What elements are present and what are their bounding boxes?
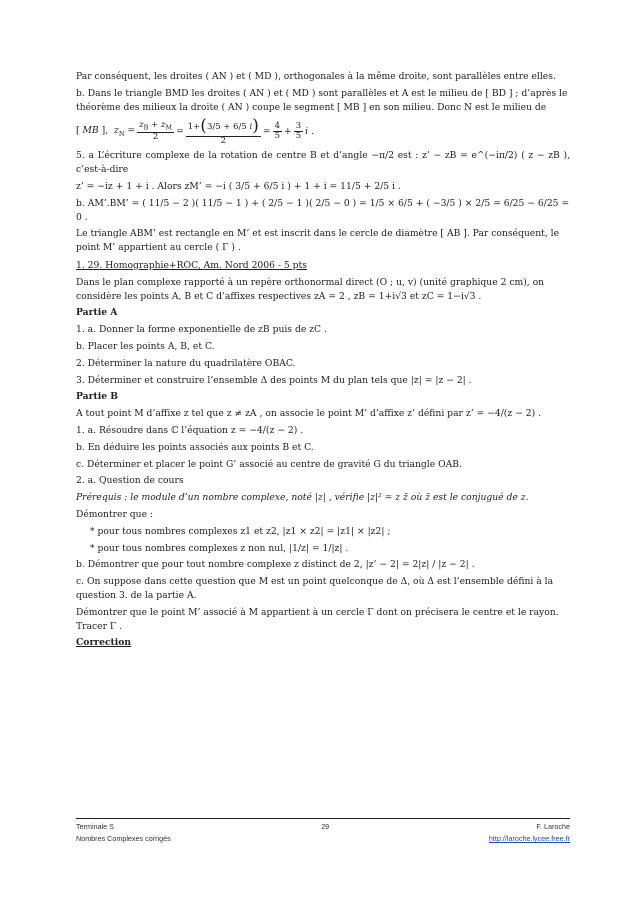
paragraph-scalar xyxy=(76,197,570,225)
footer-chapter: Nombres Complexes corrigés xyxy=(76,834,171,843)
bullet-inverse: * pour tous nombres complexes z non nul, |1/z| = 1/|z| . xyxy=(90,542,349,554)
text-line: théorème des milieux la droite ( AN ) coupe le segment [ MB ] en son milieu. Donc N est le milieu de xyxy=(76,101,547,113)
footer-class: Terminale S xyxy=(76,822,114,831)
question-b-intro: A tout point M d’affixe z tel que z ≠ zA , on associe le point M’ d’affixe z’ défini par z’ = −4/(z − 2) . xyxy=(76,408,542,420)
page-content xyxy=(76,70,570,653)
correction-heading: Correction xyxy=(76,637,132,649)
question-b4: 2. a. Question de cours xyxy=(76,475,184,487)
question-b7 xyxy=(76,606,570,634)
question-b6 xyxy=(76,575,570,603)
question-b2: b. En déduire les points associés aux points B et C. xyxy=(76,441,314,453)
question-a1: 1. a. Donner la forme exponentielle de zB puis de zC . xyxy=(76,324,327,336)
question-a2: b. Placer les points A, B, et C. xyxy=(76,340,215,352)
paragraph-rotation xyxy=(76,149,570,177)
footer-website-link[interactable]: http://laroche.lycee.free.fr xyxy=(488,834,570,843)
text-line: c. On suppose dans cette question que M est un point quelconque de Δ, où Δ est l’ensemble défini à la xyxy=(76,576,554,588)
question-b3: c. Déterminer et placer le point G’ associé au centre de gravité G du triangle OAB. xyxy=(76,458,462,470)
fraction: $\frac{3}{5}$ xyxy=(295,121,302,142)
question-a4: 3. Déterminer et construire l’ensemble Δ des points M du plan tels que |z| = |z − 2| . xyxy=(76,374,472,386)
text-line: point M’ appartient au cercle ( Γ ) . xyxy=(76,242,241,254)
text-line: [ MB ], $z_N$ = xyxy=(76,125,136,138)
page-number: 29 xyxy=(321,822,330,831)
formula-zn: [ MB ], $z_N$ = $\frac{z_B + z_M}{2}$ = $\frac{1+(3/5 + 6/5 i)}{2}$ = $\frac{4}{5}$ + $\frac{3}{5}$ i . xyxy=(76,116,314,147)
part-b-heading: Partie B xyxy=(76,391,118,403)
exercise-title: 1. 29. Homographie+ROC, Am. Nord 2006 - 5 pts xyxy=(76,260,307,271)
text-line: z’ = −iz + 1 + i . Alors zM’ = −i ( 3/5 + 6/5 i ) + 1 + i = 11/5 + 2/5 i . xyxy=(76,181,401,193)
question-a3: 2. Déterminer la nature du quadrilatère OBAC. xyxy=(76,357,296,369)
text-line: Par conséquent, les droites ( AN ) et ( MD ), orthogonales à la même droite, sont parallèles entre elles. xyxy=(76,71,556,82)
text-line: b. AM’.BM’ = ( 11/5 − 2 )( 11/5 − 1 ) + ( 2/5 − 1 )( 2/5 − 0 ) = 1/5 × 6/5 + ( −3/5 ) × 2/5 = 6/25 − 6/25 = 0 . xyxy=(76,197,570,223)
paragraph-part-b xyxy=(76,87,570,115)
text-line: 5. a L’écriture complexe de la rotation de centre B et d’angle −π/2 est : z’ − zB = e^(−iπ/2) ( z − zB ), c’est-à-dire xyxy=(76,150,570,176)
text-line: Dans le plan complexe rapporté à un repère orthonormal direct (O ; u, v) (unité graphique 2 cm), on xyxy=(76,276,545,288)
demonstrate-label: Démontrer que : xyxy=(76,508,154,520)
text-line: b. Dans le triangle BMD les droites ( AN ) et ( MD ) sont parallèles et A est le milieu de [ BD ] ; d’après le xyxy=(76,87,568,99)
prerequisite: Prérequis : le module d’un nombre complexe, noté |z| , vérifie |z|² = z z̄ où z̄ est le conjugué de z. xyxy=(76,492,529,504)
text-line: considère les points A, B et C d’affixes respectives zA = 2 , zB = 1+i√3 et zC = 1−i√3 . xyxy=(76,290,482,302)
paragraph-rotation-2 xyxy=(76,180,570,194)
paragraph-conclusion xyxy=(76,70,570,84)
footer-author: F. Laroche xyxy=(536,822,570,831)
footer-row-top xyxy=(76,822,570,831)
bullet-product: * pour tous nombres complexes z1 et z2, |z1 × z2| = |z1| × |z2| ; xyxy=(90,525,391,537)
paragraph-triangle xyxy=(76,227,570,255)
fraction: $\frac{1+(3/5 + 6/5 i)}{2}$ xyxy=(187,116,259,147)
question-b1: 1. a. Résoudre dans ℂ l’équation z = −4/(z − 2) . xyxy=(76,424,304,436)
fraction: $\frac{4}{5}$ xyxy=(274,121,281,142)
question-b5: b. Démontrer que pour tout nombre complexe z distinct de 2, |z’ − 2| = 2|z| / |z − 2| . xyxy=(76,559,475,571)
footer-divider xyxy=(76,818,570,819)
exercise-intro xyxy=(76,276,570,304)
text-line: Démontrer que le point M’ associé à M appartient à un cercle Γ dont on précisera le centre et le rayon. xyxy=(76,606,559,618)
text-line: question 3. de la partie A. xyxy=(76,589,197,601)
text-line: Tracer Γ . xyxy=(76,620,123,632)
fraction: $\frac{z_B + z_M}{2}$ xyxy=(139,120,173,143)
footer-row-bottom xyxy=(76,834,570,843)
part-a-heading: Partie A xyxy=(76,307,118,319)
text-line: Le triangle ABM’ est rectangle en M’ et est inscrit dans le cercle de diamètre [ AB ]. Par conséquent, le xyxy=(76,228,560,240)
